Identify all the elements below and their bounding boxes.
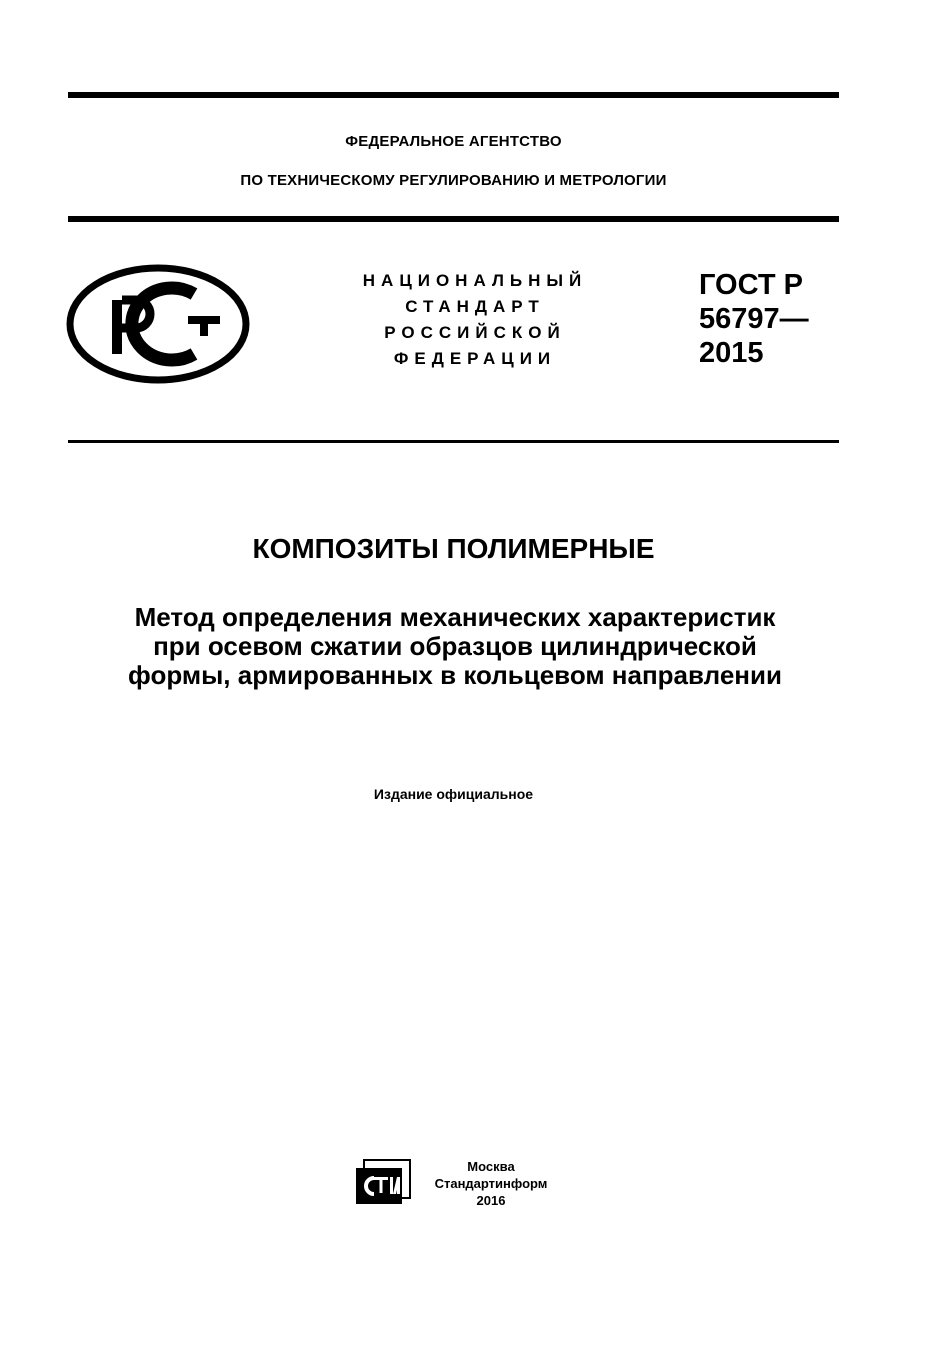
gost-line: 56797— <box>699 303 809 335</box>
document-subtitle <box>60 603 850 690</box>
publisher-name: Стандартинформ <box>434 1176 548 1191</box>
standartinform-logo-icon <box>352 1158 412 1206</box>
national-standard-label <box>330 268 620 372</box>
agency-name-line-2: ПО ТЕХНИЧЕСКОМУ РЕГУЛИРОВАНИЮ И МЕТРОЛОГИИ <box>240 172 667 189</box>
rst-mark-icon <box>66 264 250 384</box>
middle-rule <box>68 216 839 222</box>
national-line: НАЦИОНАЛЬНЫЙ <box>362 271 588 290</box>
publisher-block <box>420 1158 562 1209</box>
publisher-city: Москва <box>467 1159 515 1174</box>
national-line: ФЕДЕРАЦИИ <box>393 349 557 368</box>
gost-designation <box>699 268 809 370</box>
subtitle-line: Метод определения механических характеристик <box>134 602 776 632</box>
top-rule <box>68 92 839 98</box>
edition-label: Издание официальное <box>373 786 534 802</box>
agency-name-line-1: ФЕДЕРАЛЬНОЕ АГЕНТСТВО <box>345 133 562 150</box>
national-line: СТАНДАРТ <box>405 297 545 316</box>
gost-line: ГОСТ Р <box>699 269 803 301</box>
bottom-rule <box>68 440 839 443</box>
document-title: КОМПОЗИТЫ ПОЛИМЕРНЫЕ <box>252 533 655 564</box>
gost-line: 2015 <box>699 337 764 369</box>
subtitle-line: при осевом сжатии образцов цилиндрической <box>153 631 757 661</box>
national-line: РОССИЙСКОЙ <box>384 323 566 342</box>
publisher-year: 2016 <box>476 1193 506 1208</box>
subtitle-line: формы, армированных в кольцевом направлении <box>128 660 782 690</box>
